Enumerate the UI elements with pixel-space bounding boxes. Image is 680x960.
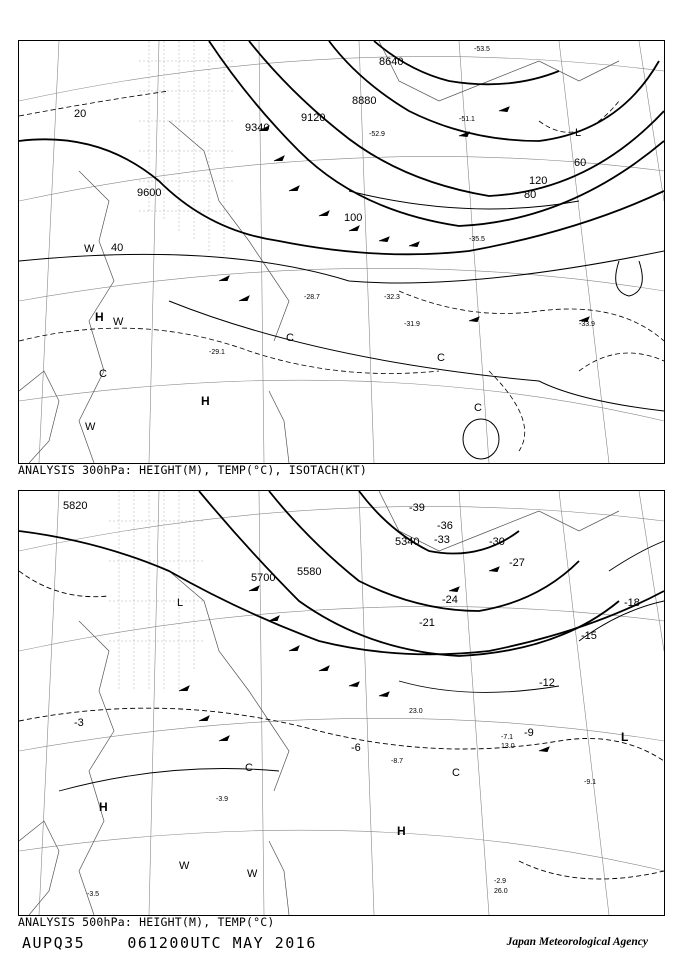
- temp-value: -52.9: [369, 131, 385, 138]
- isotherm-labels: [74, 502, 640, 754]
- temp-value: 13.0: [501, 743, 515, 750]
- isotherm-label: -3: [74, 717, 84, 729]
- temp-value: -9.1: [584, 779, 597, 786]
- isotherm-label: -18: [624, 597, 640, 609]
- isotach-labels: [74, 108, 586, 254]
- temp-value: -3.5: [87, 891, 100, 898]
- high-center: H: [397, 824, 406, 838]
- high-center: H: [201, 394, 210, 408]
- wind-barbs: [219, 107, 589, 322]
- coastline: [19, 491, 619, 915]
- warm-center: W: [84, 243, 95, 255]
- temp-value: -53.5: [474, 46, 490, 53]
- isotach-label-20: 20: [74, 108, 87, 120]
- map-300hpa-canvas: [19, 41, 664, 463]
- isotach-label-80: 80: [524, 189, 537, 201]
- graticule: [19, 491, 664, 915]
- isotherm-label: -6: [351, 742, 361, 754]
- temp-value: -35.5: [469, 236, 485, 243]
- low-center: L: [621, 730, 629, 744]
- chart-identifier: [22, 934, 317, 952]
- isotherm-label: -12: [539, 677, 555, 689]
- isotach-label-60: 60: [574, 157, 587, 169]
- isotherm-label: -33: [434, 534, 450, 546]
- height-label-9120: 9120: [301, 112, 326, 124]
- temp-value: -7.1: [501, 734, 514, 741]
- temp-value: -51.1: [459, 116, 475, 123]
- isotherm-contours: [19, 91, 664, 451]
- height-label-5340: 5340: [395, 536, 420, 548]
- isotherm-label: -39: [409, 502, 425, 514]
- temp-value: -28.7: [304, 294, 320, 301]
- high-center: H: [99, 800, 108, 814]
- isotherm-label: -21: [419, 617, 435, 629]
- chart-code: AUPQ35: [22, 934, 86, 952]
- high-center: H: [95, 310, 104, 324]
- cold-center: C: [245, 762, 253, 774]
- temp-value: -29.1: [209, 349, 225, 356]
- map-500hpa: [18, 490, 665, 916]
- warm-center: W: [247, 868, 258, 880]
- temp-value: -31.9: [404, 321, 420, 328]
- low-center: L: [575, 127, 582, 139]
- warm-center: W: [113, 316, 124, 328]
- isotherm-label: -9: [524, 727, 534, 739]
- isotherm-label: -36: [437, 520, 453, 532]
- cold-center: C: [286, 332, 294, 344]
- warm-center: W: [85, 421, 96, 433]
- coastline: [19, 41, 619, 463]
- caption-500hpa: ANALYSIS 500hPa: HEIGHT(M), TEMP(°C): [18, 915, 275, 929]
- height-labels: [63, 500, 419, 584]
- temperature-values: [209, 46, 595, 356]
- temp-value: -33.9: [579, 321, 595, 328]
- isotherm-contours: [19, 541, 664, 879]
- height-label-9340: 9340: [245, 122, 270, 134]
- isotach-label-40: 40: [111, 242, 124, 254]
- cold-center: C: [452, 767, 460, 779]
- isotherm-label: -27: [509, 557, 525, 569]
- temp-value: -8.7: [391, 758, 404, 765]
- warm-center: W: [179, 860, 190, 872]
- height-label-5700: 5700: [251, 572, 276, 584]
- valid-time: 061200UTC MAY 2016: [127, 934, 317, 952]
- temp-value: 23.0: [409, 708, 423, 715]
- temp-value: 26.0: [494, 888, 508, 895]
- caption-300hpa: ANALYSIS 300hPa: HEIGHT(M), TEMP(°C), ISOTACH(KT): [18, 463, 368, 477]
- low-center: L: [177, 597, 184, 609]
- map-300hpa: [18, 40, 665, 464]
- cold-center: C: [99, 368, 107, 380]
- temperature-values: [87, 708, 596, 898]
- isotach-label-120: 120: [529, 175, 548, 187]
- isotherm-label: -30: [489, 536, 505, 548]
- isotach-label-100: 100: [344, 212, 363, 224]
- height-label-5820: 5820: [63, 500, 88, 512]
- temp-value: -32.3: [384, 294, 400, 301]
- cold-center: C: [437, 352, 445, 364]
- isotherm-label: -24: [442, 594, 458, 606]
- map-500hpa-canvas: [19, 491, 664, 915]
- height-label-9600: 9600: [137, 187, 162, 199]
- temp-value: -3.9: [216, 796, 229, 803]
- wind-barbs: [179, 567, 549, 752]
- agency-name: Japan Meteorological Agency: [506, 936, 648, 948]
- height-label-8880: 8880: [352, 95, 377, 107]
- center-markers: [84, 127, 581, 433]
- height-label-5580: 5580: [297, 566, 322, 578]
- isotherm-label: -15: [581, 630, 597, 642]
- temp-value: -2.9: [494, 878, 507, 885]
- height-contours: [19, 41, 664, 254]
- cold-center: C: [474, 402, 482, 414]
- height-label-8640: 8640: [379, 56, 404, 68]
- height-contours: [19, 491, 664, 656]
